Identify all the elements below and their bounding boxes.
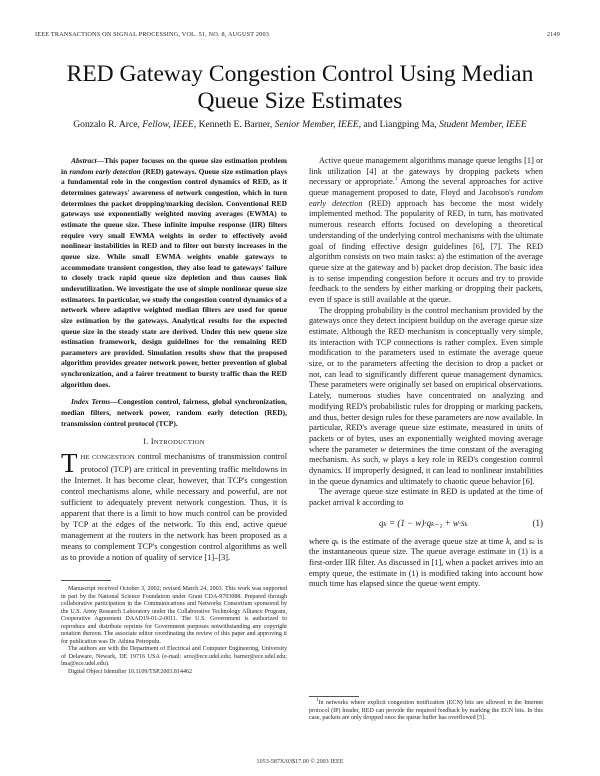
p1-italic: random early detection [309, 188, 543, 208]
p1-text-a: Active queue management algorithms manage queue lengths [1] or link utilization [4] at the gateways by dropping packets when necessary or appropriate. [309, 156, 543, 187]
author-2-role: Senior Member, IEEE, [274, 119, 361, 130]
author-3: and Liangping Ma, [363, 119, 437, 130]
equation-body: qₖ = (1 − w)·qₖ₋₁ + w·sₖ [379, 517, 468, 528]
intro-paragraph [61, 448, 288, 563]
p3-text-b: according to [360, 498, 404, 507]
section-title-initial: I [150, 437, 154, 447]
footnote-1 [309, 697, 543, 723]
footnote-left [61, 586, 287, 677]
p4-text-a: where [309, 536, 332, 546]
index-terms [61, 397, 287, 429]
equation-number: (1) [532, 517, 543, 528]
p4-symbol-qk: qₖ [331, 536, 339, 546]
p3-symbol-k: k [356, 498, 361, 507]
p4-text-d: is the instantaneous queue size. The queue average estimate in (1) is a first-order IIR filter. As discussed in [1], when a packet arrives into an empty queue, the estimate in (1) is modified taking into account how much time has elapsed since the queue went empty. [309, 536, 544, 589]
author-3-role: Student Member, IEEE [439, 119, 527, 130]
author-1-role: Fellow, IEEE, [142, 119, 197, 130]
p2-symbol-w: w [380, 444, 386, 454]
footnote-rule-right [309, 696, 359, 697]
p3-text-a: The average queue size estimate in RED is updated at the time of packet arrival [309, 487, 543, 507]
drop-cap: T [61, 448, 78, 479]
paragraph-3 [309, 487, 543, 508]
page-number: 2149 [546, 31, 560, 38]
abstract-text-1: This paper focuses on the queue size estimation problem in [61, 156, 287, 176]
section-heading [61, 437, 287, 446]
intro-text: control mechanisms of transmission control protocol (TCP) are critical in preventing traffic meltdowns in the Internet. It has become clear, however, that TCP's congestion control mechanisms alone, while necessary and powerful, are not sufficient to adequately prevent network congestion. Thus, it is apparent that there is a limit to how much control can be provided by TCP at the edges of the network. To this end, active queue management at the routers in the network has been proposed as a means to complement TCP's congestion control algorithms as well as to provide a notion of quality of service [1]–[3]. [61, 452, 288, 563]
footnote-mark: 1 [394, 177, 398, 183]
author-list [30, 119, 570, 130]
paragraph-1 [309, 156, 543, 306]
abstract-text-2: (RED) gateways. Queue size estimation plays a fundamental role in the congestion control dynamics of RED, as it determines gateways' awareness of network congestion, which in turn determines the packet dropping/marking decision. Conventional RED gateways use exponentially weighted moving averages (EWMA) to estimate the queue size. These infinite impulse response (IIR) filters require very small EWMA weights in order to effectively avoid nonlinear instabilities in RED and to filter out bursty increases in the queue size. While small EWMA weights enable gateways to accommodate transient congestion, they also lead to gateways' failure to closely track rapid queue size depletion and thus causes link underutilization. We investigate the use of simple nonlinear queue size estimators. In particular, we study the congestion control dynamics of a network where adaptive weighted median filters are used for queue size estimation by the gateways. Analytical results for the expected queue size in the steady state are derived. Under this new queue size estimation framework, design guidelines for the remaining RED parameters are provided. Simulation results show that the proposed algorithm provides greater network power, better prevention of global synchronization, and a fairer treatment to bursty traffic than the RED algorithm does. [61, 166, 288, 389]
p4-symbol-k: k [505, 536, 510, 546]
footnote-1-text: In networks where explicit congestion notification (ECN) bits are allowed in the Internet protocol (IP) header, RED can provide the required feedback by marking the ECN bits. In this case, packets are only dropped once the queue buffer has overflowed [5]. [309, 700, 543, 722]
p2-text-c: plays a key role in RED's congestion control dynamics. If improperly designed, it can lead to nonlinear instabilities in the queue dynamics and ultimately to chaotic queue behavior [6]. [309, 455, 543, 486]
p4-text-b: is the estimate of the average queue size at time [338, 536, 506, 546]
doi-note: Digital Object Identifier 10.1109/TSP.2003.814462 [68, 669, 193, 676]
running-head [35, 31, 560, 38]
section-title-rest: NTRODUCTION [153, 439, 205, 447]
section-numeral: I. [143, 437, 151, 447]
manuscript-note: Manuscript received October 3, 2002; revised March 24, 2003. This work was supported in part by the National Science Foundation under Grant CDA-9703088. Prepared through collaborative participation in the Communications and Networks Consortium sponsored by the U.S. Army Research Laboratory under the Collaborative Technology Alliance Program, Cooperative Agreement DAAD19-01-2-0011. The U.S. Government is authorized to reproduce and distribute reprints for Government purposes notwithstanding any copyright notation thereon. The associate editor coordinating the review of this paper and approving it for publication was Dr. Athina Petropulu. [61, 586, 287, 645]
equation-1 [309, 514, 543, 534]
footnote-rule-left [61, 580, 111, 581]
copyright-footer: 1053-587X/03$17.00 © 2003 IEEE [256, 759, 344, 765]
title-line-1: RED Gateway Congestion Control Using Median [66, 61, 534, 87]
index-terms-text: Congestion control, fairness, global synchronization, median filters, network power, random early detection (RED), transmission control protocol (TCP). [61, 397, 287, 428]
abstract-italic-term: random early detection [69, 166, 141, 176]
journal-name: IEEE TRANSACTIONS ON SIGNAL PROCESSING, VOL. 51, NO. 8, AUGUST 2003 [35, 31, 270, 38]
p2-text-b: determines the time constant of the averaging mechanism. As such, [309, 444, 543, 465]
abstract-label: Abstract— [71, 156, 105, 165]
index-terms-label: Index Terms— [71, 397, 118, 407]
abstract [61, 156, 287, 390]
author-1: Gonzalo R. Arce, [73, 119, 140, 130]
right-column [309, 156, 543, 590]
paragraph-2 [309, 306, 543, 488]
paper-title [20, 61, 580, 115]
p2-symbol-w-2: w [382, 455, 389, 465]
paragraph-4 [309, 537, 543, 590]
footnote-right [309, 697, 543, 723]
p1-text-b: Among the several approaches for active queue management proposed to date, Floyd and Jacobson's [309, 177, 543, 198]
intro-small-caps: HE CONGESTION [80, 454, 135, 462]
affiliation-note: The authors are with the Department of Electrical and Computer Engineering, University of Delaware, Newark, DE 19716 USA (e-mail: arce@ece.udel.edu; barner@ece.udel.edu; lma@ece.udel.edu). [61, 646, 287, 668]
p2-text-a: The dropping probability is the control mechanism provided by the gateways once they detect incipient buildup on the average queue size estimate. Although the RED mechanism is conceptually very simple, its interaction with TCP connections is rather complex. Even simple modification to the parameters used to estimate the average queue size, or to the parameters affecting the decision to drop a packet or not, can lead to significantly different queue management dynamics. These parameters were originally set based on empirical observations. Lately, numerous studies have concentrated on analyzing and modifying RED's probabilistic rules for dropping or marking packets, and thus, better design rules for these parameters are now available. In particular, RED's average queue size estimate, measured in units of packets or of bytes, uses an exponentially weighted moving average where the parameter [309, 305, 543, 454]
left-column [61, 156, 287, 563]
footnote-1-mark: 1 [316, 697, 319, 703]
p4-text-c: , and [509, 536, 529, 546]
p1-text-c: (RED) approach has become the most widely implemented method. The popularity of RED, in turn, has motivated numerous research efforts focused on developing a theoretical understanding of the underlying control mechanisms with the ultimate goal of finding effective design guidelines [6], [7]. The RED algorithm consists on two main tasks: a) the estimation of the average queue size at the gateway and b) packet drop decision. The basic idea is to sense impending congestion before it occurs and try to provide feedback to the senders by either marking or dropping their packets, even if space is still available at the queue. [309, 198, 543, 304]
p4-symbol-sk: sₖ [528, 536, 535, 546]
author-2: Kenneth E. Barner, [198, 119, 273, 130]
title-line-2: Queue Size Estimates [197, 88, 403, 114]
